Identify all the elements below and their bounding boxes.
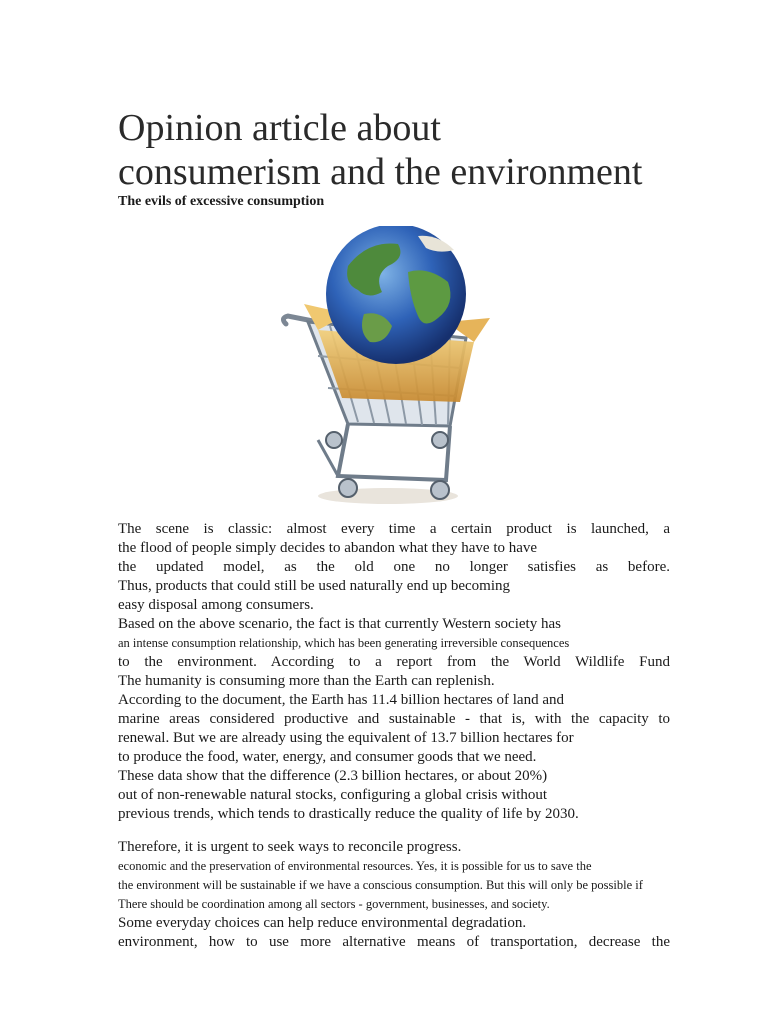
body-line: easy disposal among consumers. (118, 597, 314, 613)
body-line: Based on the above scenario, the fact is that currently Western society has (118, 616, 561, 632)
paragraph-gap (118, 824, 670, 838)
article-subtitle: The evils of excessive consumption (118, 194, 325, 209)
body-line: environment, how to use more alternative means of transportation, decrease the (118, 934, 670, 950)
body-line: the flood of people simply decides to abandon what they have to have (118, 540, 538, 556)
body-line: an intense consumption relationship, which has been generating irreversible consequences (118, 636, 570, 650)
title-line-1: Opinion article about (118, 107, 441, 149)
paragraph-2 (118, 838, 670, 952)
article-body (118, 520, 670, 952)
body-line: Some everyday choices can help reduce environmental degradation. (118, 915, 527, 931)
body-line: to the environment. According to a report from the World Wildlife Fund (118, 654, 670, 670)
body-line: the updated model, as the old one no longer satisfies as before. (118, 559, 670, 575)
body-line: These data show that the difference (2.3 billion hectares, or about 20%) (118, 768, 548, 784)
body-line: renewal. But we are already using the equivalent of 13.7 billion hectares for (118, 730, 574, 746)
body-line: marine areas considered productive and sustainable - that is, with the capacity to (118, 711, 670, 727)
body-line: Thus, products that could still be used naturally end up becoming (118, 578, 511, 594)
title-line-2: consumerism and the environment (118, 151, 643, 193)
globe-in-cart-icon (278, 226, 498, 518)
body-line: economic and the preservation of environmental resources. Yes, it is possible for us to save the (118, 859, 592, 873)
body-line: out of non-renewable natural stocks, configuring a global crisis without (118, 787, 548, 803)
body-line: previous trends, which tends to drastically reduce the quality of life by 2030. (118, 806, 579, 822)
body-line: The scene is classic: almost every time a certain product is launched, a (118, 521, 670, 537)
paragraph-1 (118, 520, 670, 824)
body-line: Therefore, it is urgent to seek ways to reconcile progress. (118, 839, 462, 855)
body-line: The humanity is consuming more than the Earth can replenish. (118, 673, 495, 689)
body-line: There should be coordination among all sectors - government, businesses, and society. (118, 897, 550, 911)
globe-cart-illustration (278, 226, 498, 518)
body-line: to produce the food, water, energy, and consumer goods that we need. (118, 749, 537, 765)
body-line: the environment will be sustainable if we have a conscious consumption. But this will only be possible if (118, 878, 643, 892)
body-line: According to the document, the Earth has 11.4 billion hectares of land and (118, 692, 564, 708)
article-title (118, 106, 678, 194)
